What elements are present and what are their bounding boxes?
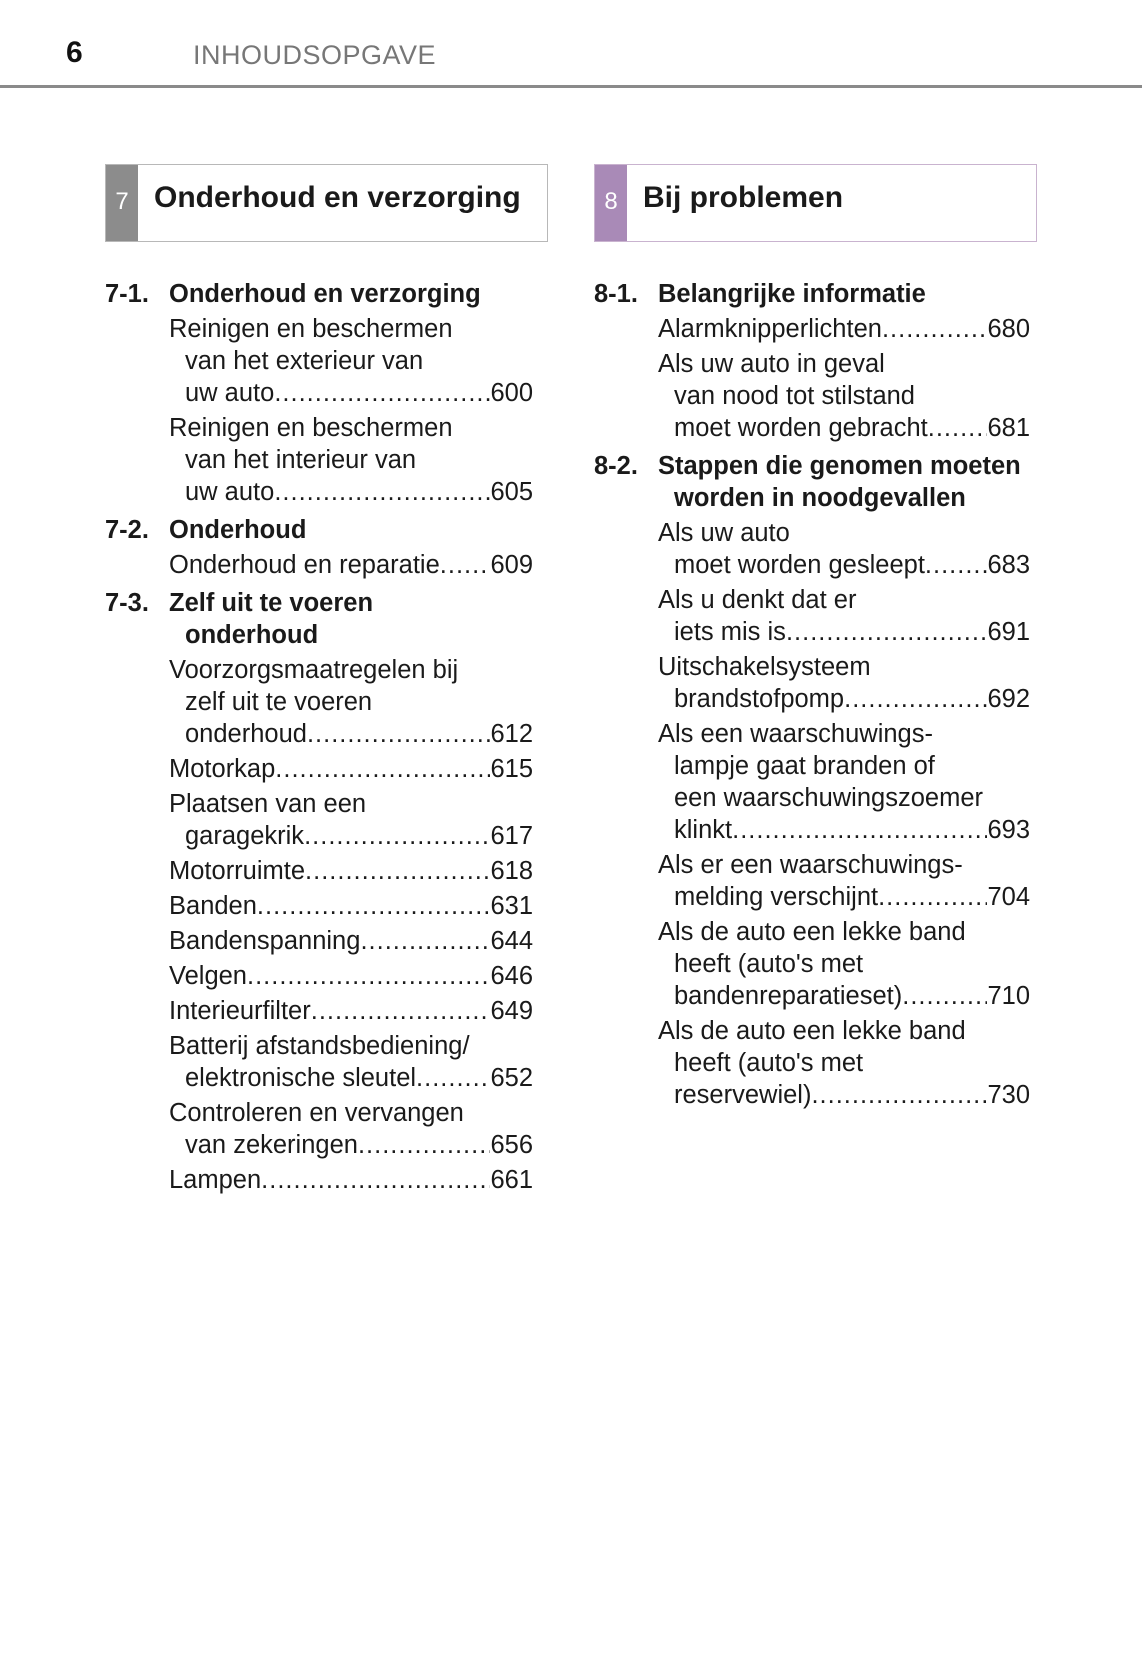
page-reference[interactable]: 710 — [987, 982, 1030, 1010]
dot-leader — [786, 616, 988, 648]
dot-leader — [257, 890, 491, 922]
entry-text-line: moet worden gesleept — [674, 551, 925, 579]
chapter-number-badge: 8 — [595, 165, 627, 241]
entry-text-line: iets mis is — [674, 618, 786, 646]
entry-last-line — [658, 881, 1030, 913]
entry-last-line — [658, 980, 1030, 1012]
entry-last-line — [658, 814, 1030, 846]
section-title — [169, 278, 533, 310]
entry-last-line — [169, 960, 533, 992]
dot-leader — [247, 960, 490, 992]
entry-text-line: van zekeringen — [185, 1131, 358, 1159]
toc-entry[interactable] — [658, 313, 1030, 345]
toc-section — [105, 278, 533, 508]
entry-last-line — [658, 313, 1030, 345]
section-title — [169, 514, 533, 546]
entry-text-line: moet worden gebracht — [674, 414, 928, 442]
entry-text-line: zelf uit te voeren — [185, 688, 373, 716]
toc-entry[interactable] — [169, 960, 533, 992]
section-title — [658, 278, 1030, 310]
section-title-line: Zelf uit te voeren — [169, 589, 374, 617]
entry-text-line: Uitschakelsysteem — [658, 653, 871, 681]
dot-leader — [732, 814, 987, 846]
section-number: 7-1. — [105, 280, 149, 308]
entry-text-line: Velgen — [169, 962, 247, 990]
entry-text-line: uw auto — [185, 478, 275, 506]
page-number: 6 — [66, 36, 83, 69]
entry-text-line: Reinigen en beschermen — [169, 315, 453, 343]
chapter-title: Onderhoud en verzorging — [154, 181, 521, 214]
toc-entry[interactable] — [169, 855, 533, 887]
entry-text-line: elektronische sleutel — [185, 1064, 417, 1092]
entry-text-line: van het exterieur van — [185, 347, 424, 375]
toc-entry[interactable] — [169, 753, 533, 785]
entry-text-line: Controleren en vervangen — [169, 1099, 464, 1127]
section-title-line: worden in noodgevallen — [674, 484, 966, 512]
header-title: INHOUDSOPGAVE — [193, 40, 437, 70]
section-title-line: Belangrijke informatie — [658, 280, 926, 308]
dot-leader — [274, 377, 490, 409]
page-reference[interactable]: 612 — [490, 720, 533, 748]
section-number: 8-2. — [594, 452, 638, 480]
toc-entry[interactable] — [169, 1097, 533, 1161]
entry-text-line: onderhoud — [185, 720, 307, 748]
chapter-title: Bij problemen — [643, 181, 844, 214]
entry-text-line: Als u denkt dat er — [658, 586, 857, 614]
page-reference[interactable]: 656 — [490, 1131, 533, 1159]
entry-text-line: van nood tot stilstand — [674, 382, 915, 410]
dot-leader — [358, 1129, 491, 1161]
entry-text-line: Motorruimte — [169, 857, 306, 885]
dot-leader — [274, 476, 490, 508]
toc-entry[interactable] — [658, 651, 1030, 715]
entry-text-line: klinkt — [674, 816, 733, 844]
entry-text-line: Plaatsen van een — [169, 790, 367, 818]
dot-leader — [360, 925, 490, 957]
entry-text-line: bandenreparatieset) — [674, 982, 903, 1010]
toc-entry[interactable] — [169, 1030, 533, 1094]
toc-entry[interactable] — [169, 412, 533, 508]
section-number: 8-1. — [594, 280, 638, 308]
dot-leader — [902, 980, 987, 1012]
page-reference[interactable]: 605 — [490, 478, 533, 506]
section-heading — [105, 514, 533, 546]
toc-section — [594, 278, 1030, 444]
toc-section — [105, 587, 533, 1196]
dot-leader — [311, 995, 491, 1027]
page-reference[interactable]: 652 — [490, 1064, 533, 1092]
chapter-8-contents — [594, 272, 1030, 1111]
entry-text-line: uw auto — [185, 379, 275, 407]
section-title — [169, 587, 533, 651]
page-reference[interactable]: 730 — [987, 1081, 1030, 1109]
entry-last-line — [169, 718, 533, 750]
toc-entry[interactable] — [658, 1015, 1030, 1111]
page-reference[interactable]: 661 — [490, 1166, 533, 1194]
page-reference[interactable]: 649 — [490, 997, 533, 1025]
toc-entry[interactable] — [169, 654, 533, 750]
section-number: 7-2. — [105, 516, 149, 544]
dot-leader — [925, 549, 988, 581]
dot-leader — [304, 820, 490, 852]
entry-last-line — [169, 925, 533, 957]
header-divider — [0, 85, 1142, 88]
entry-text-line: Als de auto een lekke band — [658, 1017, 966, 1045]
section-number: 7-3. — [105, 589, 149, 617]
section-heading — [594, 278, 1030, 310]
chapter-7-heading — [105, 164, 548, 242]
entry-text-line: Als uw auto in geval — [658, 350, 885, 378]
page-reference[interactable]: 644 — [490, 927, 533, 955]
entry-text-line: Als uw auto — [658, 519, 790, 547]
entry-last-line — [169, 890, 533, 922]
chapter-8-heading — [594, 164, 1037, 242]
toc-section — [105, 514, 533, 581]
page-reference[interactable]: 631 — [490, 892, 533, 920]
entry-last-line — [169, 820, 533, 852]
section-title-line: onderhoud — [185, 621, 319, 649]
page-reference[interactable]: 680 — [987, 315, 1030, 343]
entry-text-line: een waarschuwingszoemer — [674, 784, 983, 812]
entry-last-line — [169, 995, 533, 1027]
section-heading — [105, 587, 533, 651]
entry-last-line — [169, 1129, 533, 1161]
entry-last-line — [169, 549, 533, 581]
chapter-number-badge: 7 — [106, 165, 138, 241]
entry-text-line: heeft (auto's met — [674, 950, 864, 978]
entry-last-line — [658, 412, 1030, 444]
dot-leader — [928, 412, 988, 444]
entry-last-line — [169, 855, 533, 887]
page-reference[interactable]: 600 — [490, 379, 533, 407]
toc-entry[interactable] — [169, 995, 533, 1027]
toc-entry[interactable] — [169, 1164, 533, 1196]
entry-last-line — [169, 753, 533, 785]
entry-text-line: Lampen — [169, 1166, 262, 1194]
page-reference[interactable]: 692 — [987, 685, 1030, 713]
toc-entry[interactable] — [658, 517, 1030, 581]
toc-entry[interactable] — [658, 718, 1030, 846]
entry-last-line — [169, 1062, 533, 1094]
toc-entry[interactable] — [658, 584, 1030, 648]
page-reference[interactable]: 615 — [490, 755, 533, 783]
entry-last-line — [169, 377, 533, 409]
section-heading — [105, 278, 533, 310]
entry-text-line: lampje gaat branden of — [674, 752, 935, 780]
section-title — [658, 450, 1030, 514]
entry-text-line: Alarmknipperlichten — [658, 315, 882, 343]
entry-text-line: Interieurfilter — [169, 997, 311, 1025]
dot-leader — [844, 683, 987, 715]
dot-leader — [307, 718, 491, 750]
chapter-7-contents — [105, 272, 533, 1196]
page-header — [0, 0, 1142, 86]
entry-text-line: heeft (auto's met — [674, 1049, 864, 1077]
page-reference[interactable]: 704 — [987, 883, 1030, 911]
page-reference[interactable]: 609 — [490, 551, 533, 579]
entry-text-line: Als er een waarschuwings- — [658, 851, 963, 879]
toc-entry[interactable] — [658, 849, 1030, 913]
section-title-line: Onderhoud en verzorging — [169, 280, 481, 308]
page-reference[interactable]: 683 — [987, 551, 1030, 579]
entry-last-line — [169, 476, 533, 508]
dot-leader — [275, 753, 490, 785]
entry-last-line — [658, 683, 1030, 715]
entry-text-line: Als de auto een lekke band — [658, 918, 966, 946]
entry-text-line: garagekrik — [185, 822, 305, 850]
dot-leader — [882, 313, 988, 345]
page-reference[interactable]: 681 — [987, 414, 1030, 442]
toc-entry[interactable] — [169, 313, 533, 409]
entry-text-line: Batterij afstandsbediening/ — [169, 1032, 470, 1060]
dot-leader — [416, 1062, 490, 1094]
page-reference[interactable]: 646 — [490, 962, 533, 990]
page-reference[interactable]: 618 — [490, 857, 533, 885]
entry-text-line: Als een waarschuwings- — [658, 720, 933, 748]
toc-entry[interactable] — [169, 890, 533, 922]
page-reference[interactable]: 617 — [490, 822, 533, 850]
dot-leader — [440, 549, 491, 581]
toc-section — [594, 450, 1030, 1111]
section-title-line: Onderhoud — [169, 516, 307, 544]
entry-text-line: van het interieur van — [185, 446, 417, 474]
entry-text-line: Voorzorgsmaatregelen bij — [169, 656, 459, 684]
entry-text-line: Banden — [169, 892, 257, 920]
entry-last-line — [658, 1079, 1030, 1111]
entry-text-line: Bandenspanning — [169, 927, 361, 955]
section-title-line: Stappen die genomen moeten — [658, 452, 1021, 480]
dot-leader — [261, 1164, 490, 1196]
dot-leader — [811, 1079, 987, 1111]
page-reference[interactable]: 691 — [987, 618, 1030, 646]
entry-text-line: reservewiel) — [674, 1081, 812, 1109]
toc-entry[interactable] — [169, 549, 533, 581]
entry-text-line: Motorkap — [169, 755, 276, 783]
entry-text-line: Onderhoud en reparatie — [169, 551, 440, 579]
section-heading — [594, 450, 1030, 514]
entry-last-line — [658, 616, 1030, 648]
entry-last-line — [169, 1164, 533, 1196]
toc-entry[interactable] — [169, 925, 533, 957]
entry-text-line: brandstofpomp — [674, 685, 845, 713]
toc-entry[interactable] — [169, 788, 533, 852]
entry-text-line: melding verschijnt — [674, 883, 879, 911]
entry-last-line — [658, 549, 1030, 581]
dot-leader — [305, 855, 490, 887]
toc-entry[interactable] — [658, 916, 1030, 1012]
entry-text-line: Reinigen en beschermen — [169, 414, 453, 442]
dot-leader — [878, 881, 987, 913]
toc-entry[interactable] — [658, 348, 1030, 444]
page-reference[interactable]: 693 — [987, 816, 1030, 844]
